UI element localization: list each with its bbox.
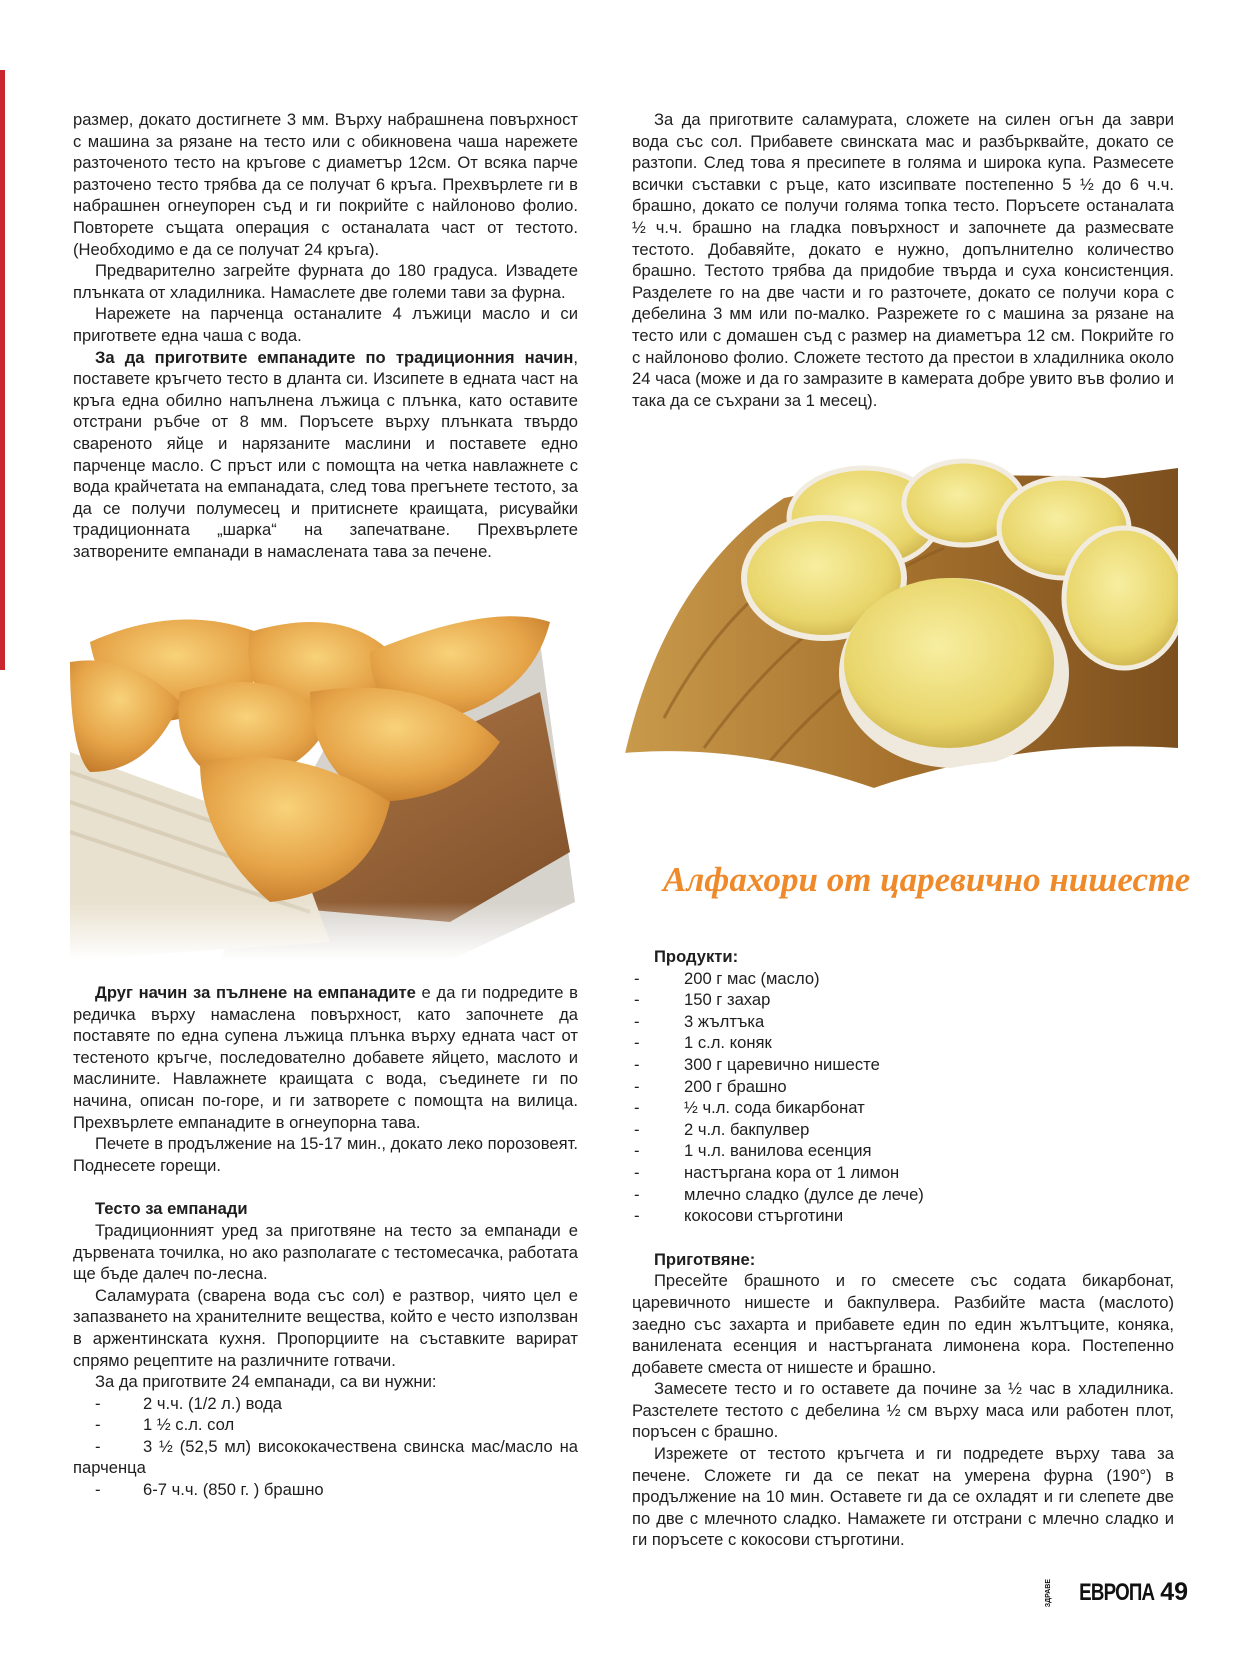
page-footer [1045, 1578, 1188, 1607]
dough-heading: Тесто за емпанади [95, 1199, 248, 1219]
paragraph: Предварително загрейте фурната до 180 градуса. Извадете плънката от хладилника. Намаслете две големи тави за фурна. [73, 261, 578, 302]
paragraph: За да приготвите емпанадите по традиционния начин, поставете кръгчето тесто в дланта си. Изсипете в едната част на кръга една обилно напълнена лъжица с плънка, като оставите отстрани ръбче от 8 мм. Поръсете върху плънката твърдо свареното яйце и нарязаните маслини и поставете едно парченце масло. С пръст или с помощта на четка навлажнете с вода крайчетата на емпанадата, след това прегънете тестото, за да се получи полумесец и притиснете краищата, рисувайки традиционната „шарка“ на запечатване. Прехвърлете затворените емпанади в намаслената тава за печене. [73, 347, 578, 561]
paragraph: Замесете тесто и го оставете да почине за ½ час в хладилника. Разстелете тестото с дебелина ½ см върху маса или работен плот, поръсен с брашно. [632, 1379, 1174, 1442]
list-item: - млечно сладко (дулсе де лече) [634, 1184, 924, 1204]
brand-mark: ЗДРАВЕ [1044, 1578, 1052, 1607]
alfajores-photo [624, 458, 1178, 808]
paragraph: Изрежете от тестото кръгчета и ги подредете върху тава за печене. Сложете ги да се пекат на умерена фурна (190°) в продължение на 10 мин. Оставете ги да се охладят и ги слепете две по две с млечното сладко. Намажете ги отстрани с млечно сладко и ги поръсете с кокосови стърготини. [632, 1444, 1174, 1550]
empanadas-illustration [70, 602, 578, 960]
recipe-title: Алфахори от царевично нишесте [663, 860, 1191, 899]
right-column-top [632, 109, 1174, 411]
list-item: - ½ ч.л. сода бикарбонат [634, 1098, 865, 1118]
paragraph: Традиционният уред за приготвяне на тесто за емпанади е дървената точилка, но ако разполагате с тестомесачка, работата ще бъде далеч по-лесна. [73, 1220, 578, 1284]
products-heading: Продукти: [654, 947, 739, 966]
list-item: - 6-7 ч.ч. (850 г. ) брашно [95, 1480, 324, 1500]
list-item: - 3 жълтъка [634, 1011, 765, 1031]
paragraph: Пресейте брашното и го смесете със содата бикарбонат, царевичното нишесте и бакпулвера. Разбийте маста (маслото) заедно със захарта и прибавете един по един жълтъците, коняка, ванилената есенция и настърганата лимонена кора. Постепенно добавете сместа от нишесте и брашно. [632, 1271, 1174, 1377]
list-item: - 2 ч.л. бакпулвер [634, 1119, 810, 1139]
list-item: - 1 ч.л. ванилова есенция [634, 1141, 872, 1161]
empanadas-photo [70, 602, 578, 960]
products-list [632, 968, 1174, 1227]
list-item: - 300 г царевично нишесте [634, 1054, 880, 1074]
bold-lead: За да приготвите емпанадите по традиционния начин [95, 347, 574, 367]
left-column-top [73, 109, 578, 562]
list-item: - кокосови стърготини [634, 1206, 844, 1226]
page-number: 49 [1160, 1578, 1188, 1606]
paragraph: Нарежете на парченца останалите 4 лъжици масло и си пригответе една чаша с вода. [73, 304, 578, 345]
bold-lead: Друг начин за пълнене на емпанадите [95, 983, 416, 1002]
spacer [632, 1227, 1174, 1249]
left-column-bottom [73, 982, 578, 1501]
alfajores-illustration [624, 458, 1178, 808]
preparation-heading: Приготвяне: [654, 1249, 756, 1269]
paragraph: Печете в продължение на 15-17 мин., докато леко порозовеят. Поднесете горещи. [73, 1134, 578, 1175]
magazine-brand: ЕВРОПА [1079, 1579, 1155, 1606]
paragraph: Друг начин за пълнене на емпанадите е да ги подредите в редичка върху намаслена повърхност, като започнете да поставяте по една супена лъжица плънка върху едната част от тестеното кръгче, последователно добавете яйцето, маслото и маслините. Навлажнете краищата с вода, съединете ги по начина, описан по-горе, и ги затворете с помощта на вилица. Прехвърлете емпанадите в огнеупорна тава. [73, 983, 578, 1132]
paragraph: Саламурата (сварена вода със сол) е разтвор, чиято цел е запазването на хранителните вещества, който е често използван в аржентинската кухня. Пропорциите на съставките варират спрямо рецептите на различните готвачи. [73, 1285, 578, 1370]
list-item: - настъргана кора от 1 лимон [634, 1162, 900, 1182]
list-item: - 200 г мас (масло) [634, 968, 820, 988]
paragraph: размер, докато достигнете 3 мм. Върху набрашнена повърхност с машина за рязане на тесто или с обикновена чаша нарежете разточеното тесто на кръгове с диаметър 12см. От всяка парче разточено тесто трябва да се получат 6 кръга. Прехвърлете ги в набрашнен огнеупорен съд и ги покрийте с найлоново фолио. Повторете същата операция с останалата част от тестото. (Необходимо е да се получат 24 кръга). [73, 110, 578, 259]
list-item: - 2 ч.ч. (1/2 л.) вода [95, 1393, 282, 1413]
list-item: - 1 ½ с.л. сол [95, 1415, 235, 1435]
list-item: - 3 ½ (52,5 мл) висококачествена свинска мас/масло на парченца [73, 1436, 578, 1478]
page-edge-bar [0, 70, 5, 670]
list-item: - 1 с.л. коняк [634, 1033, 772, 1053]
paragraph: За да приготвите 24 емпанади, са ви нужни: [95, 1372, 437, 1392]
dough-ingredient-list [73, 1393, 578, 1501]
list-item: - 200 г брашно [634, 1076, 787, 1096]
paragraph: За да приготвите саламурата, сложете на силен огън да заври вода със сол. Прибавете свинската мас и разбърквайте, докато се разтопи. След това я пресипете в голяма и широка купа. Размесете всички съставки с ръце, като изсипвате постепенно 5 ½ до 6 ч.ч. брашно, докато се получи голяма топка тесто. Поръсете останалата ½ ч.ч. брашно на гладка повърхност и започнете да размесвате тестото. Добавяйте, докато е нужно, допълнително количество брашно. Тестото трябва да придобие твърда и суха консистенция. Разделете го на две части и го разточете, докато се получи кора с дебелина 3 мм или по-малко. Разрежете го с машина за рязане на тесто или с домашен съд с размер на диаметъра 12 см. Покрийте го с найлоново фолио. Сложете тестото да престои в хладилника около 24 часа (може и да го замразите в камерата добре увито във фолио и така да се съхрани за 1 месец). [632, 110, 1174, 410]
list-item: - 150 г захар [634, 990, 771, 1010]
spacer [73, 1176, 578, 1198]
right-column-bottom [632, 946, 1174, 1551]
